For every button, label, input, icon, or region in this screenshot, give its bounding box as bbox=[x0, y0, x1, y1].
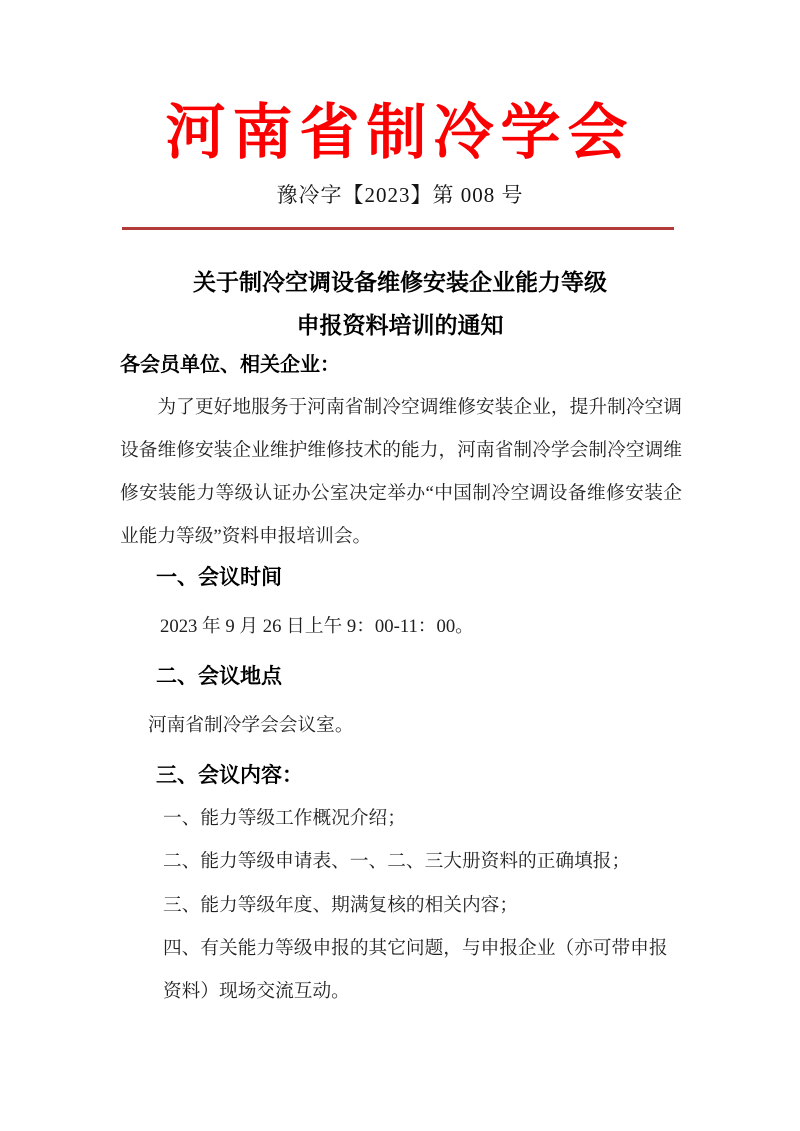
meeting-time-text: 2023 年 9 月 26 日上午 9：00-11：00。 bbox=[160, 616, 474, 637]
agenda-item-3: 三、能力等级年度、期满复核的相关内容； bbox=[163, 894, 519, 916]
doc-title-line-2: 申报资料培训的通知 bbox=[296, 312, 504, 338]
doc-title bbox=[0, 261, 800, 347]
section-heading-meeting-content: 三、会议内容： bbox=[156, 764, 303, 787]
agenda-item-1: 一、能力等级工作概况介绍； bbox=[163, 808, 406, 829]
section-heading-meeting-time: 一、会议时间 bbox=[156, 566, 282, 589]
section-heading-meeting-place: 二、会议地点 bbox=[156, 665, 282, 688]
intro-paragraph: 为了更好地服务于河南省制冷空调维修安装企业，提升制冷空调设备维修安装企业维护维修技术的能力，河南省制冷学会制冷空调维修安装能力等级认证办公室决定举办“中国制冷空调设备维修安装企业能力等级”资料申报培训会。 bbox=[120, 397, 682, 547]
agenda-item-2: 二、能力等级申请表、一、二、三大册资料的正确填报； bbox=[163, 851, 631, 873]
org-name-masthead: 河南省制冷学会 bbox=[165, 98, 635, 168]
meeting-place-text: 河南省制冷学会会议室。 bbox=[148, 715, 354, 736]
doc-reference-number: 豫冷字【2023】第 008 号 bbox=[276, 183, 524, 207]
red-divider-line bbox=[122, 227, 674, 230]
agenda-list bbox=[163, 797, 680, 1013]
salutation: 各会员单位、相关企业： bbox=[120, 354, 340, 376]
agenda-item-4: 四、有关能力等级申报的其它问题，与申报企业（亦可带申报资料）现场交流互动。 bbox=[163, 937, 668, 1003]
doc-title-line-1: 关于制冷空调设备维修安装企业能力等级 bbox=[193, 269, 607, 295]
